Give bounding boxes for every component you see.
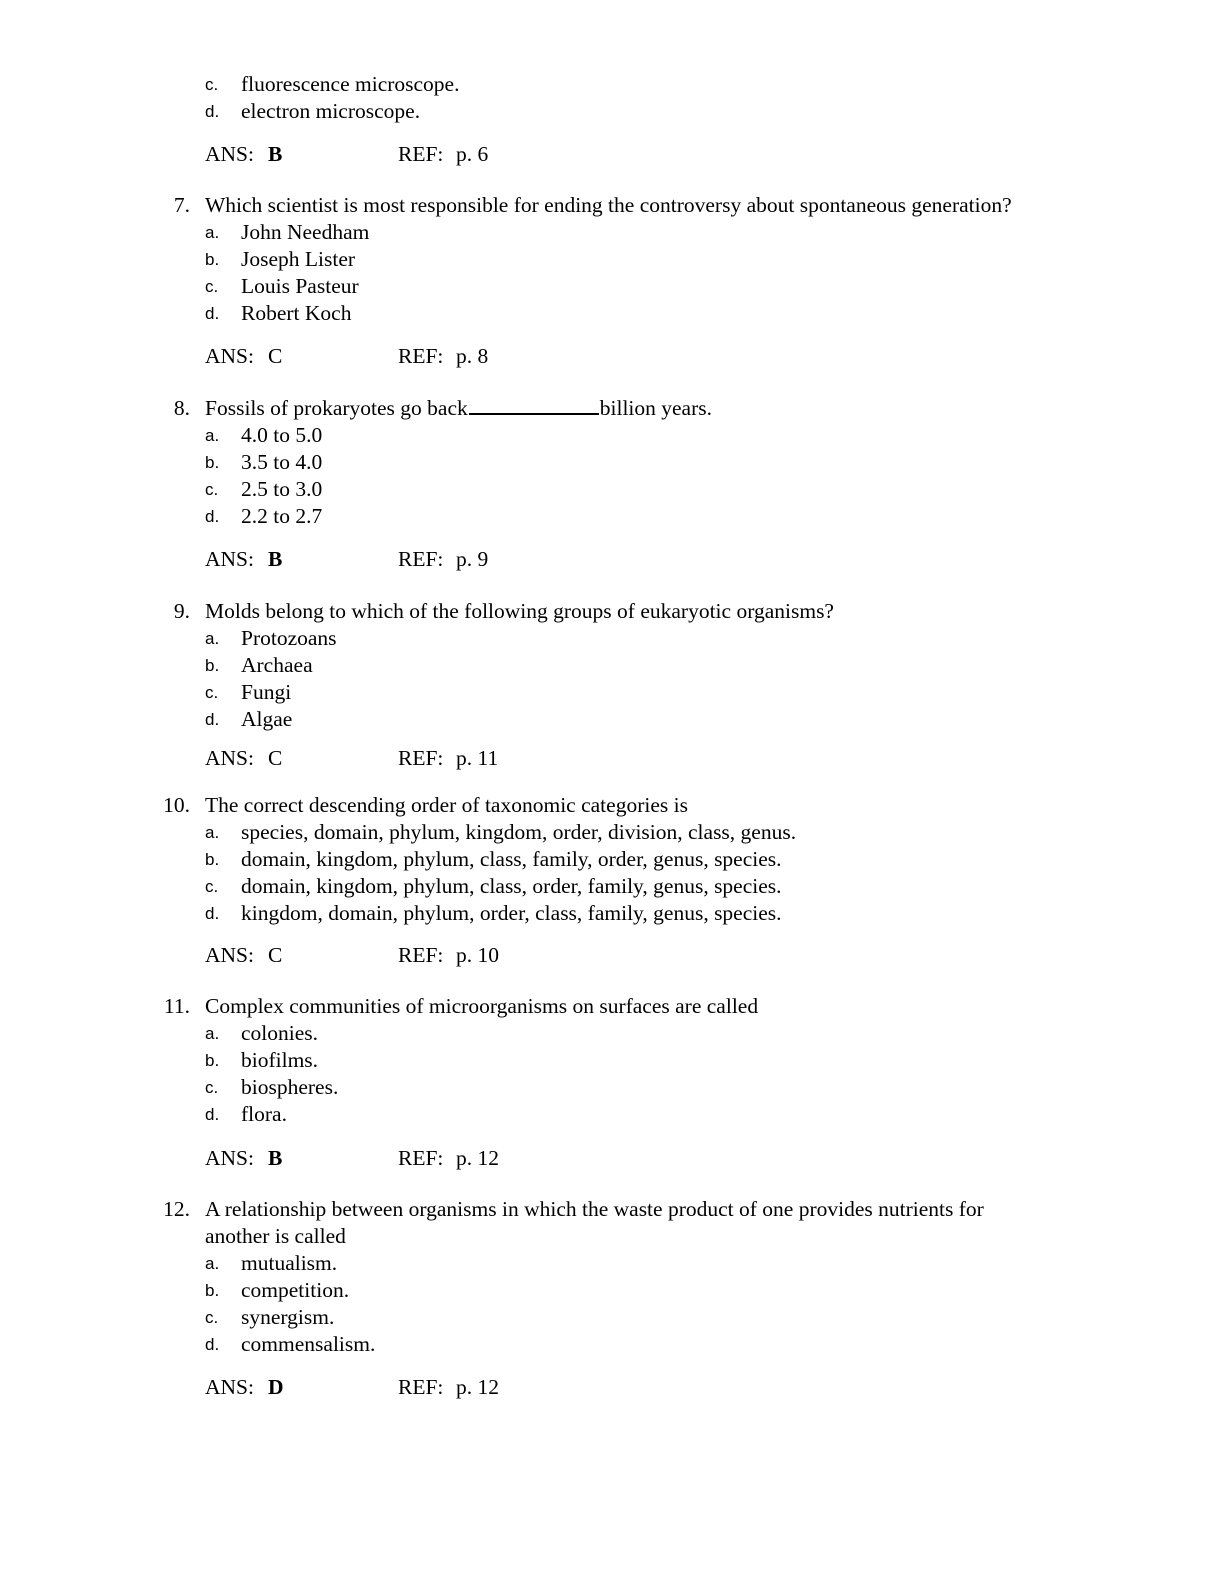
question-stem [0,1196,1224,1223]
answer-line [0,546,1224,573]
option-text: mutualism. [241,1251,338,1275]
option-letter: c. [205,877,219,896]
option-text: Protozoans [241,626,337,650]
question-text: Molds belong to which of the following groups of eukaryotic organisms? [205,599,834,623]
option-letter: c. [205,683,219,702]
question-text: A relationship between organisms in which the waste product of one provides nutrients for [205,1197,984,1221]
ans-value: D [268,1375,284,1399]
question-number: 11. [163,994,190,1018]
option-text: colonies. [241,1021,319,1045]
option-text: electron microscope. [241,99,421,123]
option-d [0,1331,1224,1358]
option-c [0,873,1224,900]
ans-label: ANS: [205,1146,254,1170]
option-a [0,1250,1224,1277]
option-text: 2.5 to 3.0 [241,477,323,501]
ref-label: REF: [398,142,444,166]
answer-line [0,141,1224,168]
ref-label: REF: [398,547,444,571]
answer-line [0,1374,1224,1401]
question-8 [0,395,1224,530]
option-text: Fungi [241,680,292,704]
option-b [0,1047,1224,1074]
option-text: domain, kingdom, phylum, class, order, family, genus, species. [241,874,782,898]
option-text: competition. [241,1278,350,1302]
option-letter: b. [205,1051,220,1070]
question-10 [0,792,1224,927]
option-letter: a. [205,223,220,242]
option-text: species, domain, phylum, kingdom, order, division, class, genus. [241,820,797,844]
option-c [0,1074,1224,1101]
option-letter: c. [205,277,219,296]
ref-value: p. 12 [456,1146,499,1170]
option-letter: a. [205,426,220,445]
option-b [0,246,1224,273]
question-11 [0,993,1224,1128]
question-text [205,395,1105,422]
option-text: Robert Koch [241,301,352,325]
question-text-before-blank: Fossils of prokaryotes go back [205,396,468,420]
option-letter: a. [205,1024,220,1043]
ref-label: REF: [398,344,444,368]
option-letter: d. [205,507,220,526]
question-number: 12. [163,1197,190,1221]
option-letter: c. [205,1078,219,1097]
question-text: The correct descending order of taxonomic categories is [205,793,688,817]
ans-label: ANS: [205,547,254,571]
question-number: 10. [163,793,190,817]
option-text: fluorescence microscope. [241,72,460,96]
option-letter: c. [205,75,219,94]
option-letter: d. [205,102,220,121]
option-d [0,98,1224,125]
option-letter: c. [205,1308,219,1327]
option-text: kingdom, domain, phylum, order, class, family, genus, species. [241,901,782,925]
question-9 [0,598,1224,733]
option-d [0,706,1224,733]
option-letter: c. [205,480,219,499]
option-b [0,652,1224,679]
ans-value: B [268,547,283,571]
option-d [0,300,1224,327]
ref-label: REF: [398,943,444,967]
question-stem [0,598,1224,625]
option-text: Joseph Lister [241,247,356,271]
option-letter: b. [205,1281,220,1300]
option-text: biofilms. [241,1048,319,1072]
ref-value: p. 11 [456,746,499,770]
answer-line [0,1145,1224,1172]
option-letter: b. [205,250,220,269]
option-a [0,1020,1224,1047]
option-letter: d. [205,1105,220,1124]
ans-value: B [268,142,283,166]
answer-line [0,343,1224,370]
option-text: 3.5 to 4.0 [241,450,323,474]
ref-value: p. 10 [456,943,499,967]
option-text: 4.0 to 5.0 [241,423,323,447]
option-text: Algae [241,707,293,731]
ref-value: p. 9 [456,547,489,571]
option-letter: a. [205,1254,220,1273]
option-letter: d. [205,904,220,923]
ref-value: p. 6 [456,142,489,166]
option-text: flora. [241,1102,287,1126]
option-c [0,476,1224,503]
option-letter: d. [205,1335,220,1354]
option-c [0,679,1224,706]
option-text: John Needham [241,220,370,244]
ref-label: REF: [398,1146,444,1170]
question-number: 9. [173,599,190,623]
option-b [0,449,1224,476]
option-letter: d. [205,304,220,323]
option-text: 2.2 to 2.7 [241,504,323,528]
option-b [0,846,1224,873]
ans-label: ANS: [205,943,254,967]
answer-line [0,942,1224,969]
option-a [0,625,1224,652]
option-text: biospheres. [241,1075,339,1099]
answer-line [0,745,1224,772]
option-text: Archaea [241,653,313,677]
option-d [0,503,1224,530]
ans-value: B [268,1146,283,1170]
question-7 [0,192,1224,327]
question-number: 7. [173,193,190,217]
question-stem-continued [0,1223,1224,1250]
option-d [0,900,1224,927]
ref-value: p. 12 [456,1375,499,1399]
ref-label: REF: [398,746,444,770]
option-text: Louis Pasteur [241,274,359,298]
ans-label: ANS: [205,142,254,166]
option-letter: b. [205,656,220,675]
ans-label: ANS: [205,1375,254,1399]
ans-value: C [268,943,283,967]
option-text: domain, kingdom, phylum, class, family, order, genus, species. [241,847,782,871]
ans-value: C [268,344,283,368]
question-stem [0,993,1224,1020]
question-stem [0,192,1224,219]
fill-in-blank [469,395,599,415]
option-letter: a. [205,823,220,842]
question-stem [0,395,1224,422]
option-c [0,273,1224,300]
question-text-after-blank: billion years. [599,396,713,420]
ans-label: ANS: [205,344,254,368]
option-b [0,1277,1224,1304]
option-letter: b. [205,453,220,472]
ref-label: REF: [398,1375,444,1399]
option-c [0,71,1224,98]
option-letter: b. [205,850,220,869]
option-a [0,219,1224,246]
question-12 [0,1196,1224,1358]
question-stem [0,792,1224,819]
option-a [0,422,1224,449]
question-text-line-2: another is called [205,1224,346,1248]
question-6-continued [0,71,1224,125]
option-d [0,1101,1224,1128]
ans-value: C [268,746,283,770]
option-a [0,819,1224,846]
question-text: Which scientist is most responsible for ending the controversy about spontaneous generation? [205,193,1012,217]
ans-label: ANS: [205,746,254,770]
question-number: 8. [173,396,190,420]
option-c [0,1304,1224,1331]
ref-value: p. 8 [456,344,489,368]
option-text: synergism. [241,1305,335,1329]
option-text: commensalism. [241,1332,376,1356]
option-letter: a. [205,629,220,648]
question-text: Complex communities of microorganisms on surfaces are called [205,994,759,1018]
option-letter: d. [205,710,220,729]
